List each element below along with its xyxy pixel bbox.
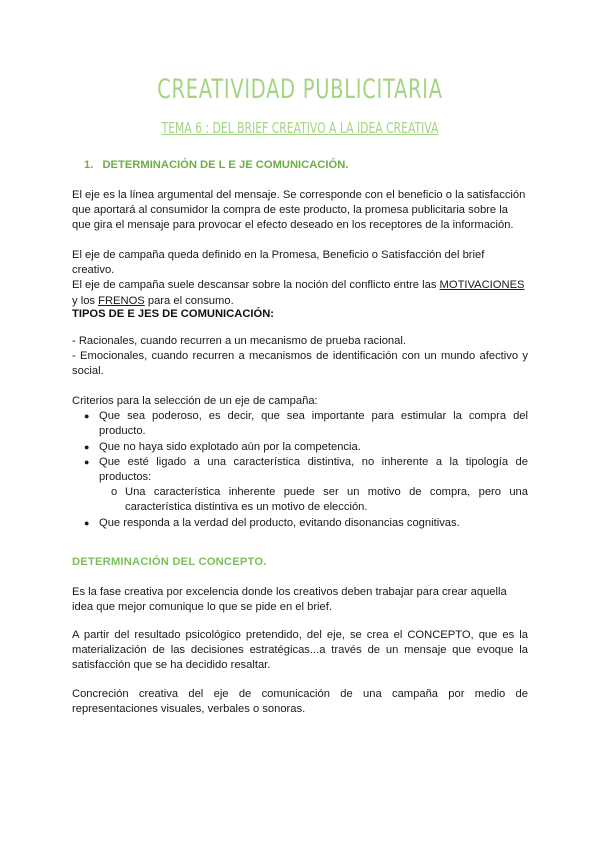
document-title: CREATIVIDAD PUBLICITARIA	[157, 74, 443, 105]
section1-number: 1.	[84, 159, 94, 171]
section2-title: DETERMINACIÓN DEL CONCEPTO.	[72, 556, 267, 568]
section2-paragraph-1: Es la fase creativa por excelencia donde los creativos deben trabajar para crear aquella idea que mejor comunique lo que se pide en el brief.	[72, 586, 507, 614]
para2-end-text: para el consumo.	[144, 294, 234, 307]
section1-paragraph-1: El eje es la línea argumental del mensaje. Se corresponde con el beneficio o la satisfacción que aportará al consumidor la compra de este producto, la promesa publicitaria sobre la que gira el mensaje para provocar el efecto deseado en los receptores de la información.	[72, 189, 526, 232]
section1-title: DETERMINACIÓN DE L E JE COMUNICACIÓN.	[102, 159, 349, 171]
document-subtitle: TEMA 6 : DEL BRIEF CREATIVO A LA IDEA CREATIVA	[161, 119, 439, 137]
bullet-icon: ●	[84, 441, 90, 452]
tipos-item-racionales: - Racionales, cuando recurren a un mecanismo de prueba racional.	[72, 335, 406, 347]
sub-bullet-icon: o	[111, 486, 118, 499]
section2-paragraph-2: A partir del resultado psicológico pretendido, del eje, se crea el CONCEPTO, que es la materialización de las decisiones estratégicas...a través de un mensaje que evoque la satisfacción que se ha decidido resaltar.	[72, 629, 528, 672]
section2-heading	[72, 555, 528, 570]
criterios-list	[72, 409, 528, 531]
frenos-term: FRENOS	[98, 294, 145, 307]
tipos-list	[72, 334, 528, 380]
list-item: ● Que sea poderoso, es decir, que sea importante para estimular la compra del producto.	[84, 410, 528, 438]
section1-heading	[84, 158, 540, 173]
section1-paragraph-2	[72, 248, 528, 309]
para2-mid-text: y los	[72, 294, 99, 307]
list-item: ● Que responda a la verdad del producto, evitando disonancias cognitivas.	[72, 516, 528, 531]
para2-line1: El eje de campaña queda definido en la Promesa, Beneficio o Satisfacción del brief creativo.	[72, 249, 485, 277]
section2-paragraph-3: Concreción creativa del eje de comunicación de una campaña por medio de representaciones visuales, verbales o sonoras.	[72, 688, 528, 716]
bullet-icon: ●	[84, 411, 90, 422]
tipos-title: TIPOS DE E JES DE COMUNICACIÓN:	[72, 308, 275, 320]
bullet-icon: ●	[84, 517, 90, 528]
tipos-heading	[72, 307, 528, 322]
para2-line2	[72, 278, 528, 293]
criterios-sublist	[111, 485, 528, 515]
criterios-section	[72, 394, 528, 531]
criterios-intro: Criterios para la selección de un eje de campaña:	[72, 395, 318, 407]
list-item: ● Que no haya sido explotado aún por la competencia.	[72, 440, 528, 455]
para2-line2-text: El eje de campaña suele descansar sobre la noción del conflicto entre las	[72, 279, 440, 292]
tipos-item-emocionales: - Emocionales, cuando recurren a mecanismos de identificación con un mundo afectivo y social.	[72, 350, 528, 378]
motivaciones-term: MOTIVACIONES	[439, 279, 525, 292]
list-item: ● Que esté ligado a una característica distintiva, no inherente a la tipología de productos: o Una característica inherente puede ser un motivo de compra, pero una característica distintiva es un motivo de elección.	[72, 455, 528, 516]
bullet-icon: ●	[84, 456, 90, 467]
list-subitem: o Una característica inherente puede ser un motivo de compra, pero una característica distintiva es un motivo de elección.	[111, 486, 528, 514]
